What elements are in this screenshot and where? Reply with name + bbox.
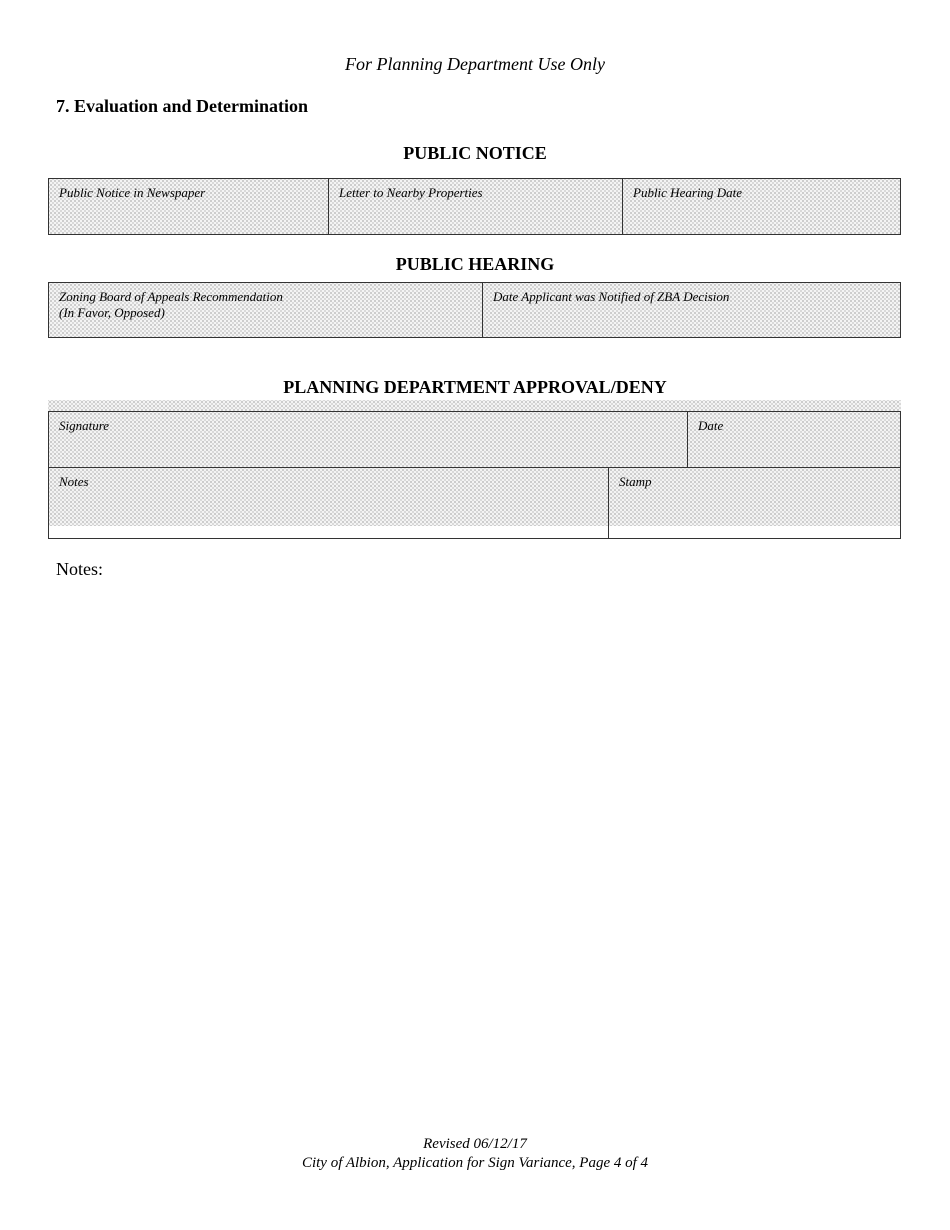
approval-table bbox=[48, 411, 901, 539]
approval-date-field[interactable] bbox=[687, 412, 900, 467]
planning-use-only-note: For Planning Department Use Only bbox=[345, 54, 605, 74]
field-label: Stamp bbox=[619, 474, 652, 489]
field-label-line1: Zoning Board of Appeals Recommendation bbox=[59, 289, 283, 304]
field-label: Signature bbox=[59, 418, 110, 433]
public-notice-table bbox=[48, 178, 901, 235]
letter-nearby-properties-field[interactable] bbox=[328, 179, 622, 234]
approval-row-1 bbox=[49, 412, 900, 468]
stamp-field[interactable] bbox=[608, 468, 900, 538]
approval-row-2 bbox=[49, 468, 900, 538]
field-label: Notes bbox=[59, 474, 89, 489]
public-hearing-heading: PUBLIC HEARING bbox=[395, 254, 555, 274]
field-label: Public Hearing Date bbox=[633, 185, 743, 200]
field-label-line2: (In Favor, Opposed) bbox=[59, 305, 165, 320]
public-hearing-table bbox=[48, 282, 901, 338]
approval-notes-field[interactable] bbox=[49, 468, 608, 538]
signature-field[interactable] bbox=[49, 412, 687, 467]
zba-recommendation-field[interactable] bbox=[49, 283, 482, 337]
approval-heading: PLANNING DEPARTMENT APPROVAL/DENY bbox=[283, 377, 667, 397]
field-label bbox=[59, 289, 283, 321]
field-label: Date bbox=[698, 418, 724, 433]
field-label: Public Notice in Newspaper bbox=[59, 185, 206, 200]
notes-label: Notes: bbox=[56, 559, 103, 579]
field-label: Date Applicant was Notified of ZBA Decision bbox=[493, 289, 730, 304]
public-notice-newspaper-field[interactable] bbox=[49, 179, 328, 234]
public-hearing-date-field[interactable] bbox=[622, 179, 900, 234]
page-footer: City of Albion, Application for Sign Variance, Page 4 of 4 bbox=[301, 1155, 649, 1171]
zba-decision-notified-date-field[interactable] bbox=[482, 283, 900, 337]
field-label: Letter to Nearby Properties bbox=[339, 185, 483, 200]
section-title: 7. Evaluation and Determination bbox=[56, 96, 309, 116]
revised-date: Revised 06/12/17 bbox=[423, 1136, 527, 1152]
public-notice-heading: PUBLIC NOTICE bbox=[403, 143, 547, 163]
